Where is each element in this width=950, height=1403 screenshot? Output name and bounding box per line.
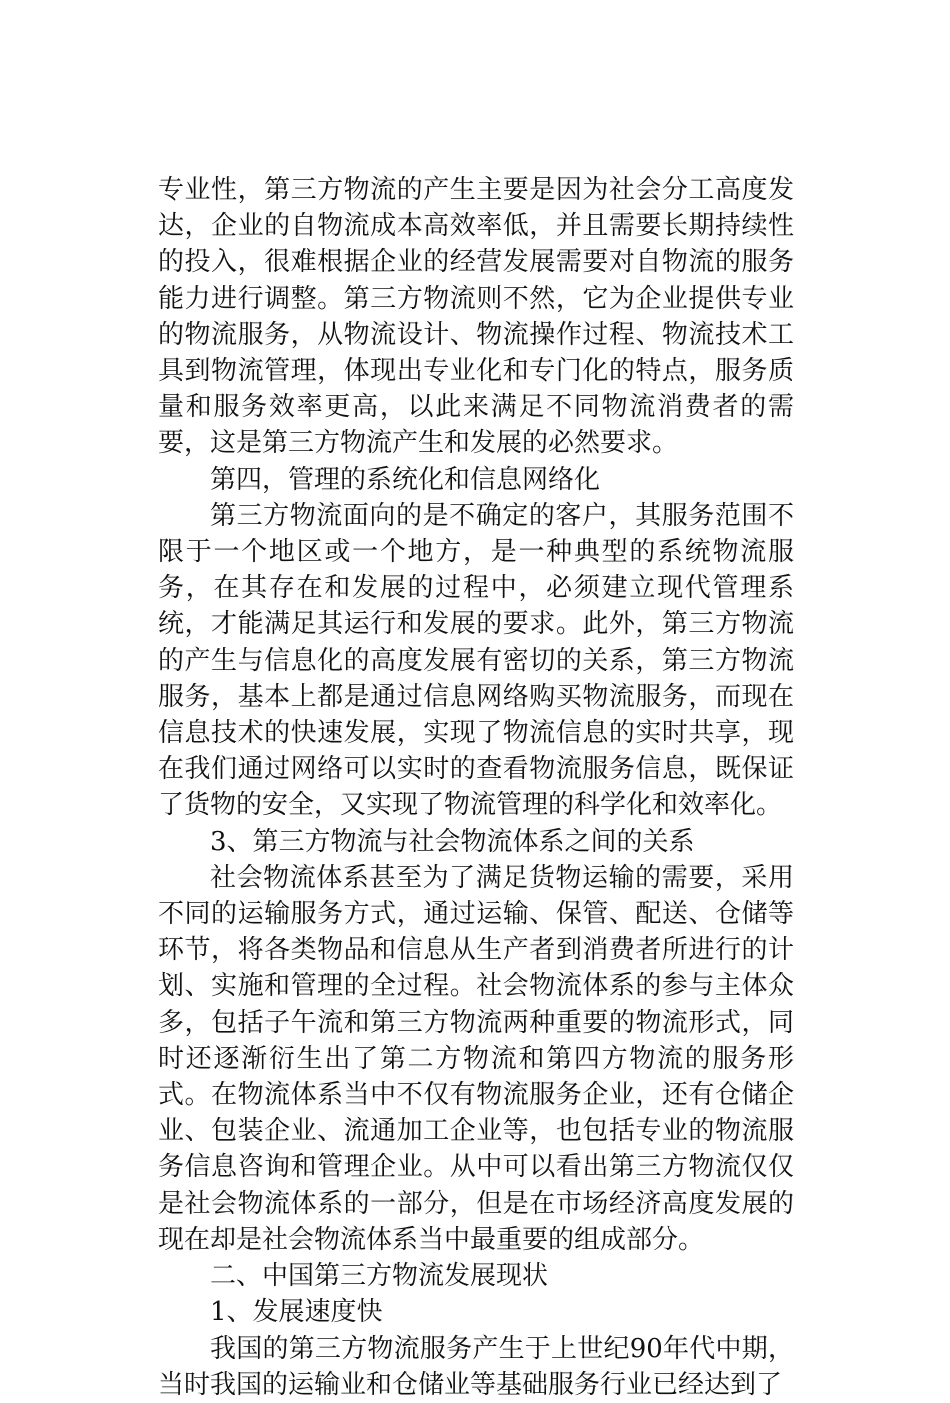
- section-heading-growth: 1、发展速度快: [210, 1297, 383, 1328]
- chapter-heading-status: 二、中国第三方物流发展现状: [210, 1261, 549, 1292]
- document-body: [158, 172, 794, 1403]
- paragraph-professionalism: 专业性，第三方物流的产生主要是因为社会分工高度发达，企业的自物流成本高效率低，并且需要长期持续性的投入，很难根据企业的经营发展需要对自物流的服务能力进行调整。第三方物流则不然，它为企业提供专业的物流服务，从物流设计、物流操作过程、物流技术工具到物流管理，体现出专业化和专门化的特点，服务质量和服务效率更高，以此来满足不同物流消费者的需要，这是第三方物流产生和发展的必然要求。: [158, 175, 794, 459]
- paragraph-social-logistics: 社会物流体系甚至为了满足货物运输的需要，采用不同的运输服务方式，通过运输、保管、配送、仓储等环节，将各类物品和信息从生产者到消费者所进行的计划、实施和管理的全过程。社会物流体系的参与主体众多，包括子午流和第三方物流两种重要的物流形式，同时还逐渐衍生出了第二方物流和第四方物流的服务形式。在物流体系当中不仅有物流服务企业，还有仓储企业、包装企业、流通加工企业等，也包括专业的物流服务信息咨询和管理企业。从中可以看出第三方物流仅仅是社会物流体系的一部分，但是在市场经济高度发展的现在却是社会物流体系当中最重要的组成部分。: [158, 862, 794, 1255]
- section-heading-relationship: 3、第三方物流与社会物流体系之间的关系: [210, 826, 695, 857]
- heading-fourth-point: 第四，管理的系统化和信息网络化: [210, 464, 601, 495]
- paragraph-system-network: 第三方物流面向的是不确定的客户，其服务范围不限于一个地区或一个地方，是一种典型的系统物流服务，在其存在和发展的过程中，必须建立现代管理系统，才能满足其运行和发展的要求。此外，第三方物流的产生与信息化的高度发展有密切的关系，第三方物流服务，基本上都是通过信息网络购买物流服务，而现在信息技术的快速发展，实现了物流信息的实时共享，现在我们通过网络可以实时的查看物流服务信息，既保证了货物的安全，又实现了物流管理的科学化和效率化。: [158, 500, 794, 821]
- paragraph-growth: 我国的第三方物流服务产生于上世纪90年代中期，当时我国的运输业和仓储业等基础服务行业已经达到了: [158, 1333, 794, 1400]
